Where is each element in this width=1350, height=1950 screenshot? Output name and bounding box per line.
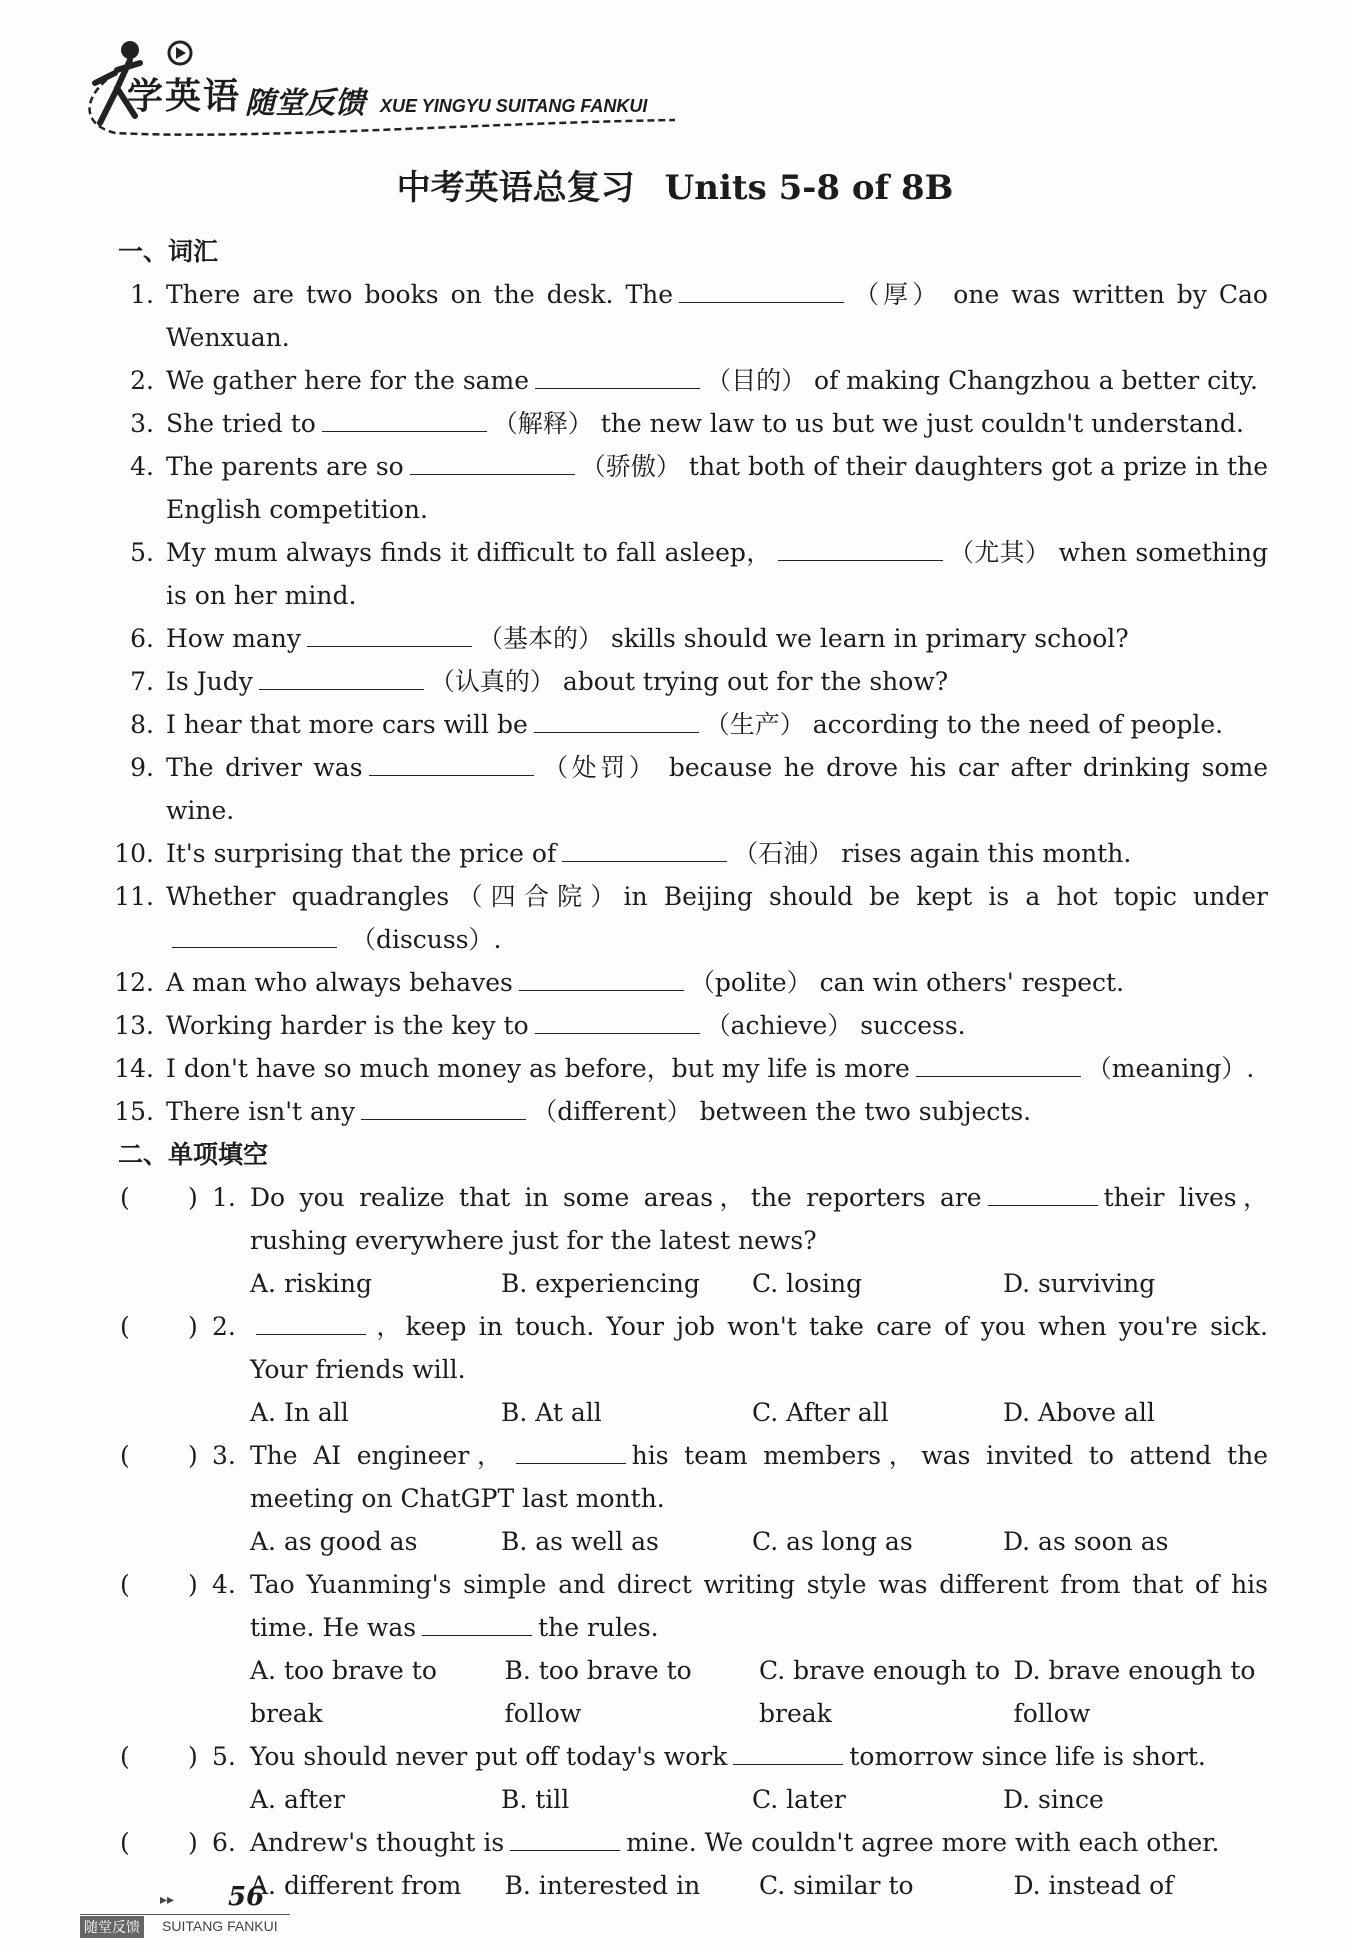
section-vocabulary-title: 一、词汇 (118, 237, 219, 266)
answer-paren-close: ) (188, 1183, 198, 1212)
option-d[interactable]: D. surviving (1003, 1269, 1156, 1298)
options-row (100, 1262, 1268, 1305)
answer-paren-close: ) (188, 1441, 198, 1470)
answer-blank[interactable] (519, 968, 684, 991)
options-row (100, 1649, 1268, 1735)
question-number: 5. (130, 538, 154, 567)
option-b[interactable]: B. too brave to follow (504, 1656, 692, 1728)
vocab-question (100, 1090, 1268, 1133)
answer-paren-open[interactable]: ( (120, 1742, 130, 1771)
option-d[interactable]: D. Above all (1003, 1398, 1155, 1427)
option-d[interactable]: D. instead of (1013, 1871, 1174, 1900)
question-text-before: How many (166, 624, 302, 653)
answer-blank[interactable] (534, 710, 699, 733)
question-hint: （认真的） (429, 667, 555, 696)
footer-badge: 随堂反馈 (80, 1916, 144, 1938)
question-text-after: between the two subjects. (699, 1097, 1032, 1126)
question-text-after: skills should we learn in primary school? (611, 624, 1129, 653)
section-multiple-choice-title: 二、单项填空 (118, 1140, 269, 1169)
answer-paren-open[interactable]: ( (120, 1183, 130, 1212)
question-text-before: I hear that more cars will be (166, 710, 528, 739)
option-c[interactable]: C. later (752, 1785, 846, 1814)
page-title (0, 160, 1350, 209)
question-text-after: that both of their daughters got a prize in the English competition. (166, 452, 1269, 524)
vocab-question (100, 746, 1268, 832)
question-hint: （解释） (492, 409, 593, 438)
option-b[interactable]: B. At all (501, 1398, 602, 1427)
question-hint: （厚） (850, 280, 942, 309)
question-hint: （different） (532, 1097, 692, 1126)
question-text-before: There are two books on the desk. The (166, 280, 674, 309)
option-b[interactable]: B. as well as (501, 1527, 659, 1556)
question-text-after: their lives，rushing everywhere just for the latest news? (250, 1183, 1269, 1255)
question-number: 2. (212, 1312, 236, 1341)
option-b[interactable]: B. till (501, 1785, 570, 1814)
question-text-after: rises again this month. (841, 839, 1132, 868)
question-number: 4. (212, 1570, 236, 1599)
question-number: 14. (114, 1054, 154, 1083)
question-number: 11. (114, 882, 154, 911)
answer-blank[interactable] (510, 1828, 620, 1851)
question-text-before: There isn't any (166, 1097, 356, 1126)
answer-paren-open[interactable]: ( (120, 1441, 130, 1470)
question-number: 3. (130, 409, 154, 438)
answer-blank[interactable] (259, 667, 424, 690)
choice-question (100, 1563, 1268, 1649)
footer-arrows: ▸▸ (160, 1892, 175, 1908)
worksheet-content (100, 230, 1268, 1907)
question-text-after: according to the need of people. (812, 710, 1224, 739)
vocab-question (100, 660, 1268, 703)
vocab-question (100, 961, 1268, 1004)
answer-paren-open[interactable]: ( (120, 1570, 130, 1599)
answer-blank[interactable] (535, 1011, 700, 1034)
question-text-after: about trying out for the show? (562, 667, 949, 696)
answer-paren-open[interactable]: ( (120, 1828, 130, 1857)
question-text-before: You should never put off today's work (250, 1742, 728, 1771)
footer-divider (80, 1914, 290, 1915)
page-number: 56 (228, 1882, 265, 1912)
question-text-before: Andrew's thought is (250, 1828, 505, 1857)
question-number: 6. (212, 1828, 236, 1857)
question-number: 10. (114, 839, 154, 868)
vocab-question (100, 875, 1268, 961)
question-text-after: the new law to us but we just couldn't understand. (600, 409, 1244, 438)
option-a[interactable]: A. In all (250, 1398, 349, 1427)
brand-chinese: 学英语 (127, 76, 242, 117)
question-number: 13. (114, 1011, 154, 1040)
question-number: 1. (130, 280, 154, 309)
answer-blank[interactable] (410, 452, 575, 475)
question-hint: （基本的） (478, 624, 604, 653)
vocabulary-list (100, 273, 1268, 1133)
question-hint: （石油） (733, 839, 834, 868)
options-row (100, 1391, 1268, 1434)
choice-question (100, 1176, 1268, 1262)
vocab-question (100, 617, 1268, 660)
option-c[interactable]: C. losing (752, 1269, 863, 1298)
question-text-after: mine. We couldn't agree more with each other. (626, 1828, 1220, 1857)
question-number: 15. (114, 1097, 154, 1126)
question-text-after: because he drove his car after drinking some wine. (166, 753, 1268, 825)
option-a[interactable]: A. after (250, 1785, 345, 1814)
question-text-before: Do you realize that in some areas，the reporters are (250, 1183, 982, 1212)
footer-subtitle: SUITANG FANKUI (162, 1918, 278, 1934)
choice-question (100, 1305, 1268, 1391)
option-a[interactable]: A. different from (250, 1871, 462, 1900)
answer-paren-close: ) (188, 1742, 198, 1771)
vocab-question (100, 402, 1268, 445)
page-header (55, 28, 695, 138)
option-b[interactable]: B. experiencing (501, 1269, 700, 1298)
question-hint: （meaning）. (1086, 1054, 1255, 1083)
question-number: 6. (130, 624, 154, 653)
question-hint: （骄傲） (580, 452, 681, 481)
option-d[interactable]: D. brave enough to follow (1013, 1656, 1256, 1728)
vocab-question (100, 445, 1268, 531)
answer-blank[interactable] (535, 366, 700, 389)
option-c[interactable]: C. similar to (759, 1871, 914, 1900)
answer-paren-close: ) (188, 1828, 198, 1857)
option-d[interactable]: D. as soon as (1003, 1527, 1169, 1556)
question-text-after: （discuss）. (350, 925, 502, 954)
question-text-after: tomorrow since life is short. (849, 1742, 1206, 1771)
answer-blank[interactable] (916, 1054, 1081, 1077)
choice-question (100, 1735, 1268, 1778)
question-text-before: Working harder is the key to (166, 1011, 529, 1040)
answer-blank[interactable] (679, 280, 844, 303)
answer-blank[interactable] (361, 1097, 526, 1120)
answer-blank[interactable] (988, 1183, 1098, 1206)
title-chinese: 中考英语总复习 (396, 168, 635, 208)
question-text-before: The driver was (166, 753, 363, 782)
option-a[interactable]: A. too brave to break (250, 1656, 437, 1728)
answer-paren-close: ) (188, 1312, 198, 1341)
question-text-before: The AI engineer， (250, 1441, 510, 1470)
question-number: 2. (130, 366, 154, 395)
answer-blank[interactable] (256, 1312, 366, 1335)
title-english: Units 5-8 of 8B (664, 168, 954, 208)
vocab-question (100, 703, 1268, 746)
question-text-before: She tried to (166, 409, 316, 438)
answer-blank[interactable] (778, 538, 943, 561)
page-footer (80, 1880, 300, 1940)
option-a[interactable]: A. as good as (250, 1527, 418, 1556)
question-text-before: I don't have so much money as before，but my life is more (166, 1054, 910, 1083)
question-number: 12. (114, 968, 154, 997)
question-number: 7. (130, 667, 154, 696)
question-number: 9. (130, 753, 154, 782)
question-text-before: Tao Yuanming's simple and direct writing style was different from that of his time. He was (250, 1570, 1268, 1642)
answer-blank[interactable] (369, 753, 534, 776)
option-c[interactable]: C. After all (752, 1398, 889, 1427)
question-text-before: The parents are so (166, 452, 404, 481)
question-hint: （尤其） (948, 538, 1051, 567)
question-text-before: A man who always behaves (166, 968, 513, 997)
question-text-after: ，keep in touch. Your job won't take care of you when you're sick. Your friends will. (250, 1312, 1268, 1384)
choice-question (100, 1434, 1268, 1520)
vocab-question (100, 1004, 1268, 1047)
question-text-after: success. (860, 1011, 966, 1040)
question-number: 5. (212, 1742, 236, 1771)
question-number: 1. (212, 1183, 236, 1212)
answer-blank[interactable] (307, 624, 472, 647)
question-number: 8. (130, 710, 154, 739)
vocab-question (100, 273, 1268, 359)
brand-pinyin: XUE YINGYU SUITANG FANKUI (380, 96, 648, 116)
question-number: 3. (212, 1441, 236, 1470)
answer-blank[interactable] (516, 1441, 626, 1464)
question-text-before: It's surprising that the price of (166, 839, 557, 868)
question-text-after: one was written by Cao Wenxuan. (166, 280, 1268, 352)
question-hint: （处罚） (539, 753, 658, 782)
question-text-after: his team members，was invited to attend the meeting on ChatGPT last month. (250, 1441, 1268, 1513)
options-row (100, 1520, 1268, 1563)
answer-paren-open[interactable]: ( (120, 1312, 130, 1341)
vocab-question (100, 359, 1268, 402)
choice-question (100, 1821, 1268, 1864)
brand-chinese-sub: 随堂反馈 (245, 86, 365, 121)
option-c[interactable]: C. brave enough to break (759, 1656, 1001, 1728)
answer-paren-close: ) (188, 1570, 198, 1599)
question-text-after: the rules. (538, 1613, 659, 1642)
vocab-question (100, 832, 1268, 875)
option-d[interactable]: D. since (1003, 1785, 1104, 1814)
question-hint: （目的） (706, 366, 807, 395)
question-text-before: Whether quadrangles（四合院）in Beijing should be kept is a hot topic under (166, 882, 1268, 911)
answer-blank[interactable] (422, 1613, 532, 1636)
option-a[interactable]: A. risking (250, 1269, 372, 1298)
vocab-question (100, 1047, 1268, 1090)
answer-blank[interactable] (733, 1742, 843, 1765)
question-hint: （achieve） (705, 1011, 853, 1040)
answer-blank[interactable] (322, 409, 487, 432)
options-row (100, 1778, 1268, 1821)
option-b[interactable]: B. interested in (504, 1871, 701, 1900)
question-text-before: We gather here for the same (166, 366, 530, 395)
question-hint: （polite） (689, 968, 812, 997)
question-text-before: My mum always finds it difficult to fall asleep， (166, 538, 772, 567)
vocab-question (100, 531, 1268, 617)
question-text-after: when something is on her mind. (166, 538, 1268, 610)
question-number: 4. (130, 452, 154, 481)
answer-blank[interactable] (562, 839, 727, 862)
question-hint: （生产） (704, 710, 805, 739)
answer-blank[interactable] (172, 925, 337, 948)
question-text-after: of making Changzhou a better city. (814, 366, 1258, 395)
question-text-after: can win others' respect. (819, 968, 1125, 997)
question-text-before: Is Judy (166, 667, 253, 696)
multiple-choice-list (100, 1176, 1268, 1907)
option-c[interactable]: C. as long as (752, 1527, 913, 1556)
